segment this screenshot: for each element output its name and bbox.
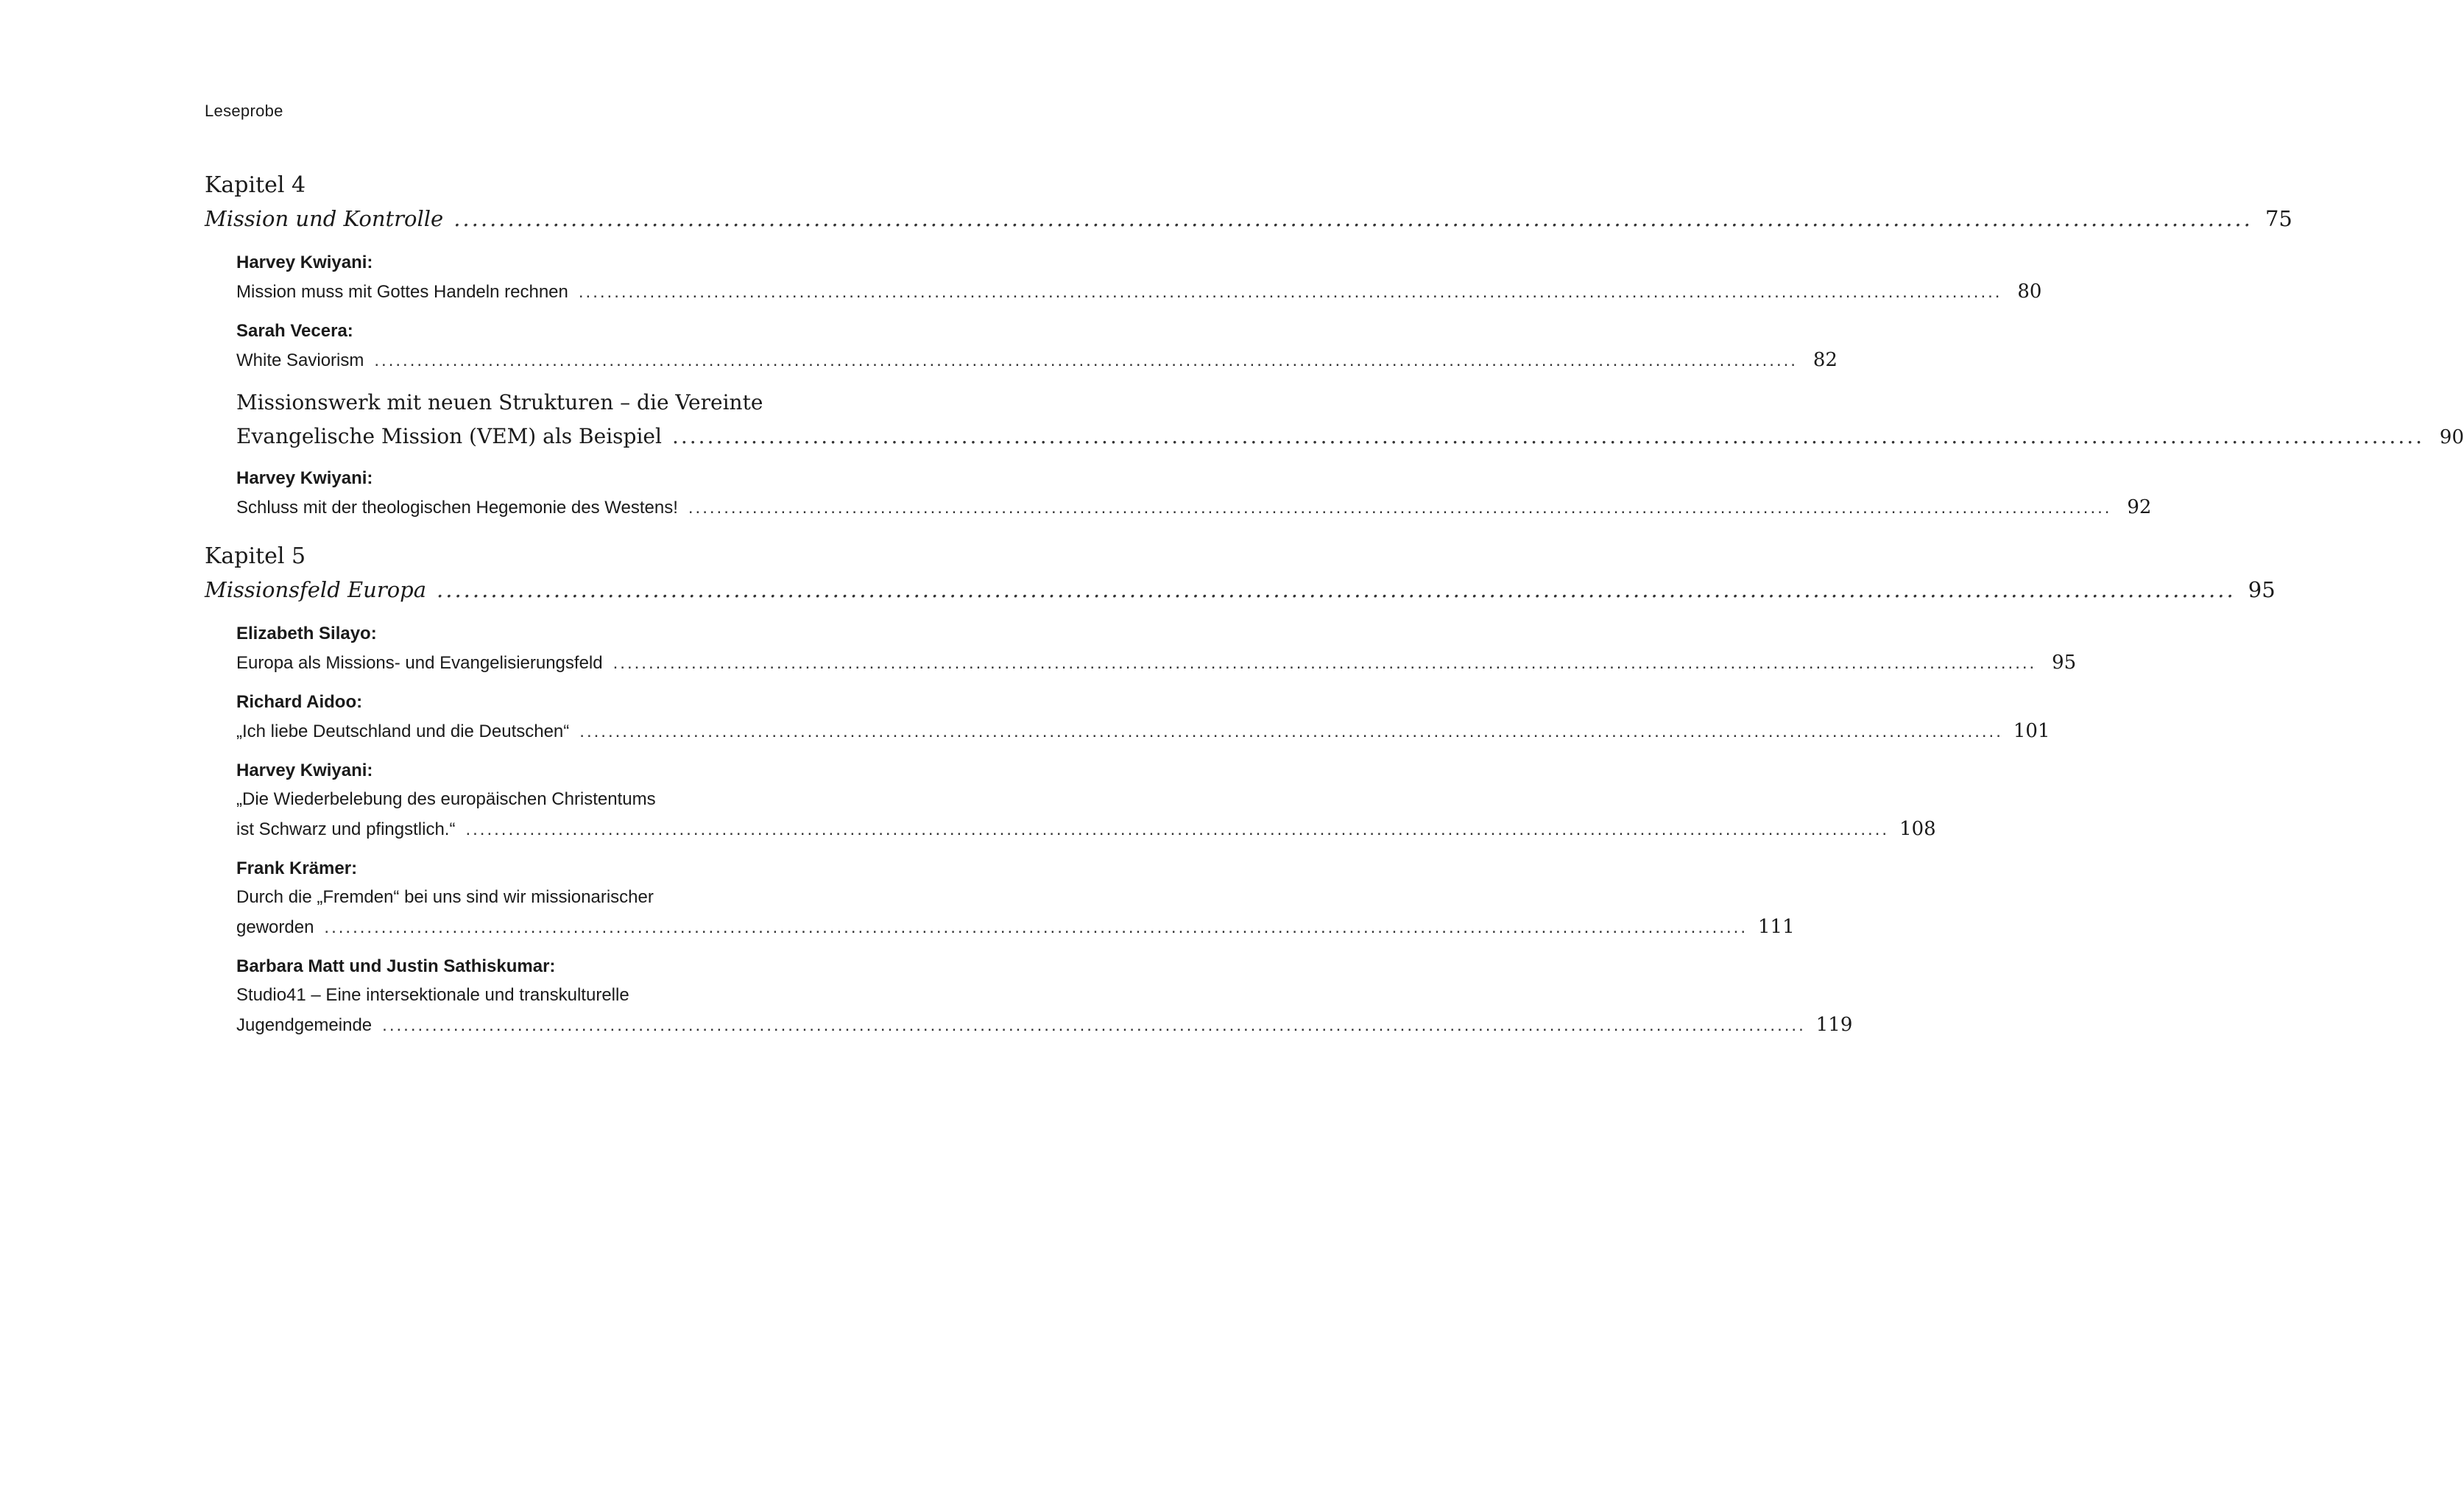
page-number: 108 [1899,818,1936,840]
entry-title-line [236,493,2152,523]
leader-dots: ........................................................................................................................................................................................................ [465,819,1890,839]
page-number: 75 [2264,206,2292,231]
chapter-label: Kapitel 5 [205,543,306,569]
page-number: 95 [2248,577,2276,602]
entry-author: Harvey Kwiyani: [236,468,373,488]
entry-title: „Ich liebe Deutschland und die Deutschen“ [236,722,570,741]
entry-author: Sarah Vecera: [236,321,353,341]
leader-dots: ........................................................................................................................................................................................................ [671,424,2425,448]
entry-title-line [236,1010,1853,1040]
leader-dots: ........................................................................................................................................................................................................ [578,282,2002,302]
chapter-title-line[interactable] [205,202,2292,236]
entry-title: „Die Wiederbelebung des europäischen Christentums [236,789,656,809]
leader-dots: ........................................................................................................................................................................................................ [579,722,2003,741]
entry-author: Richard Aidoo: [236,692,363,712]
entry-title: Missionswerk mit neuen Strukturen – die Vereinte [236,390,763,414]
entry-title: Schluss mit der theologischen Hegemonie des Westens! [236,498,678,518]
toc-entry[interactable] [236,620,2077,678]
entry-title-line [236,420,2464,454]
toc-entry[interactable] [236,465,2152,523]
leader-dots: ........................................................................................................................................................................................................ [437,577,2236,602]
entry-title: geworden [236,917,314,937]
entry-title-line [236,277,2042,307]
entry-author: Harvey Kwiyani: [236,253,373,272]
entry-title-line [236,912,1795,942]
leader-dots: ........................................................................................................................................................................................................ [453,206,2253,231]
leader-dots: ........................................................................................................................................................................................................ [688,498,2112,518]
toc-entry[interactable] [236,953,1853,1040]
page-number: 92 [2127,496,2152,518]
entry-title-line [236,883,838,912]
page-number: 90 [2439,426,2464,448]
entry-title: Jugendgemeinde [236,1015,373,1035]
chapter-title-line[interactable] [205,573,2276,607]
page-number: 119 [1815,1014,1853,1036]
toc-entry[interactable] [236,688,2050,747]
entry-title-line [236,345,1838,375]
entry-title: ist Schwarz und pfingstlich.“ [236,819,456,839]
leader-dots: ........................................................................................................................................................................................................ [374,350,1798,370]
chapter-title: Missionsfeld Europa [205,577,427,602]
entry-title: Studio41 – Eine intersektionale und transkulturelle [236,985,629,1005]
leader-dots: ........................................................................................................................................................................................................ [324,917,1748,937]
toc-entry[interactable] [236,249,2042,307]
chapter-title: Mission und Kontrolle [205,206,444,231]
page-number: 101 [2013,720,2050,742]
toc-entry[interactable] [236,386,2464,454]
entry-title: Mission muss mit Gottes Handeln rechnen [236,282,568,302]
entry-author: Harvey Kwiyani: [236,761,373,780]
entry-title-line [236,981,838,1010]
chapter-entries [236,620,2077,1040]
entry-title-line [236,386,838,420]
page-number: 111 [1758,916,1795,938]
entry-title: Europa als Missions- und Evangelisierungsfeld [236,653,603,673]
entry-author: Frank Krämer: [236,858,358,878]
entry-title-line [236,814,1936,844]
entry-title: Durch die „Fremden“ bei uns sind wir missionarischer [236,887,654,907]
chapter-5 [205,540,2276,1040]
leader-dots: ........................................................................................................................................................................................................ [382,1015,1806,1035]
page-number: 95 [2052,652,2077,674]
toc-entry[interactable] [236,317,1838,375]
leader-dots: ........................................................................................................................................................................................................ [613,653,2037,673]
table-of-contents [205,169,2464,1051]
toc-entry[interactable] [236,855,1795,942]
page-number: 82 [1812,349,1838,371]
chapter-label: Kapitel 4 [205,172,306,198]
entry-title-line [236,716,2050,747]
running-header: Leseprobe [205,102,283,120]
entry-title: White Saviorism [236,350,364,370]
toc-entry[interactable] [236,757,1936,844]
entry-author: Barbara Matt und Justin Sathiskumar: [236,956,556,976]
chapter-4 [205,169,2464,523]
entry-title-line [236,648,2077,678]
entry-title: Evangelische Mission (VEM) als Beispiel [236,424,662,448]
entry-author: Elizabeth Silayo: [236,624,377,643]
entry-title-line [236,785,838,814]
page-number: 80 [2017,281,2042,303]
chapter-entries [236,249,2464,523]
